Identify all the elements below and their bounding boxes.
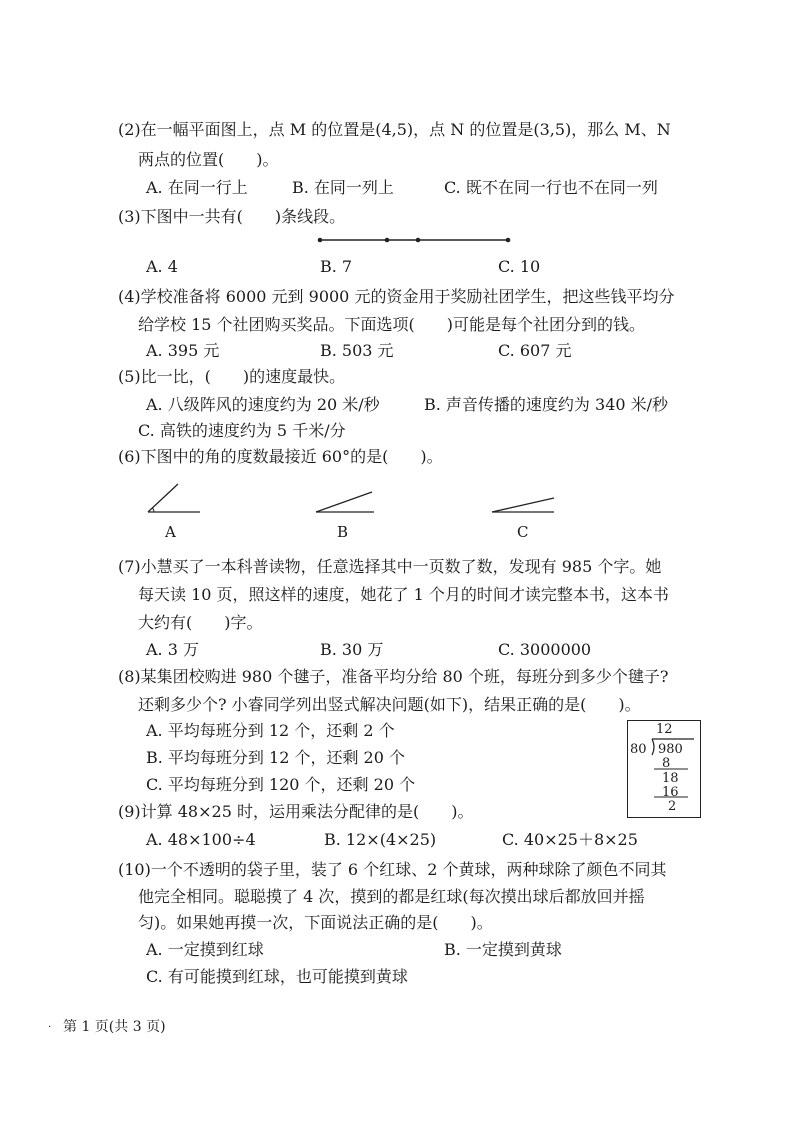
q4-line2: 给学校 15 个社团购买奖品。下面选项( )可能是每个社团分到的钱。 <box>138 315 646 334</box>
q6-angle-c <box>488 492 560 518</box>
q2-line2: 两点的位置( )。 <box>138 150 279 169</box>
q7-option-a: A. 3 万 <box>146 640 199 659</box>
q7-line1: (7)小慧买了一本科普读物，任意选择其中一页数了数，发现有 985 个字。她 <box>118 557 662 576</box>
q8-option-b: B. 平均每班分到 12 个，还剩 20 个 <box>146 748 405 767</box>
q2-option-c: C. 既不在同一行也不在同一列 <box>444 178 658 197</box>
division-step1: 8 <box>662 756 671 771</box>
division-remainder: 2 <box>668 799 677 814</box>
q6-label-a: A <box>165 523 176 541</box>
q6-label-c: C <box>517 523 529 541</box>
q8-option-a: A. 平均每班分到 12 个，还剩 2 个 <box>146 721 395 740</box>
q10-line2: 他完全相同。聪聪摸了 4 次，摸到的都是红球(每次摸出球后都放回并摇 <box>138 887 645 906</box>
q4-option-a: A. 395 元 <box>146 341 220 360</box>
q8-line1: (8)某集团校购进 980 个毽子，准备平均分给 80 个班，每班分到多少个毽子? <box>118 667 669 686</box>
q5-option-c: C. 高铁的速度约为 5 千米/分 <box>138 421 346 440</box>
q3-point-4 <box>506 238 511 243</box>
q9-option-b: B. 12×(4×25) <box>324 830 437 849</box>
q3-point-1 <box>318 238 323 243</box>
q7-option-c: C. 3000000 <box>498 640 592 659</box>
q4-option-c: C. 607 元 <box>498 341 572 360</box>
q9-option-c: C. 40×25＋8×25 <box>502 830 638 849</box>
q9-option-a: A. 48×100÷4 <box>146 830 256 849</box>
q4-line1: (4)学校准备将 6000 元到 9000 元的资金用于奖励社团学生，把这些钱平均分 <box>118 287 675 306</box>
q3-point-3 <box>416 238 421 243</box>
q6-angle-b <box>310 486 380 518</box>
footer-mark: · <box>48 1022 52 1033</box>
q6-line1: (6)下图中的角的度数最接近 60°的是( )。 <box>118 447 443 466</box>
division-dividend: 980 <box>658 742 683 757</box>
q3-point-2 <box>385 238 390 243</box>
q10-option-c: C. 有可能摸到红球，也可能摸到黄球 <box>146 967 408 986</box>
long-division-box <box>627 720 701 818</box>
q10-option-a: A. 一定摸到红球 <box>146 940 264 959</box>
q10-line3: 匀)。如果她再摸一次，下面说法正确的是( )。 <box>138 913 493 932</box>
q2-line1: (2)在一幅平面图上，点 M 的位置是(4,5)，点 N 的位置是(3,5)，那么 M、N <box>118 120 671 139</box>
q4-option-b: B. 503 元 <box>320 341 394 360</box>
q2-option-b: B. 在同一列上 <box>292 178 394 197</box>
q10-line1: (10)一个不透明的袋子里，装了 6 个红球、2 个黄球，两种球除了颜色不同其 <box>118 860 667 879</box>
division-divisor: 80 <box>630 742 647 757</box>
q2-option-a: A. 在同一行上 <box>146 178 248 197</box>
q5-option-b: B. 声音传播的速度约为 340 米/秒 <box>424 395 669 414</box>
q3-option-a: A. 4 <box>146 257 178 276</box>
page-footer: 第 1 页(共 3 页) <box>63 1019 166 1035</box>
q6-label-b: B <box>337 523 349 541</box>
division-step2: 18 <box>662 771 679 786</box>
q7-line2: 每天读 10 页，照这样的速度，她花了 1 个月的时间才读完整本书，这本书 <box>138 585 669 604</box>
division-step3: 16 <box>662 785 679 800</box>
q8-line2: 还剩多少个? 小睿同学列出竖式解决问题(如下)，结果正确的是( )。 <box>138 695 641 714</box>
q6-angle-a <box>140 482 210 518</box>
q3-line1: (3)下图中一共有( )条线段。 <box>118 207 346 226</box>
q3-option-b: B. 7 <box>320 257 353 276</box>
q7-line3: 大约有( )字。 <box>138 613 263 632</box>
q10-option-b: B. 一定摸到黄球 <box>444 940 562 959</box>
q3-option-c: C. 10 <box>498 257 541 276</box>
q8-option-c: C. 平均每班分到 120 个，还剩 20 个 <box>146 775 416 794</box>
q5-line1: (5)比一比，( )的速度最快。 <box>118 367 346 386</box>
q5-option-a: A. 八级阵风的速度约为 20 米/秒 <box>146 395 380 414</box>
q3-segment-figure <box>315 234 515 246</box>
q9-line1: (9)计算 48×25 时，运用乘法分配律的是( )。 <box>118 802 474 821</box>
q7-option-b: B. 30 万 <box>320 640 384 659</box>
division-quotient: 12 <box>656 722 673 737</box>
